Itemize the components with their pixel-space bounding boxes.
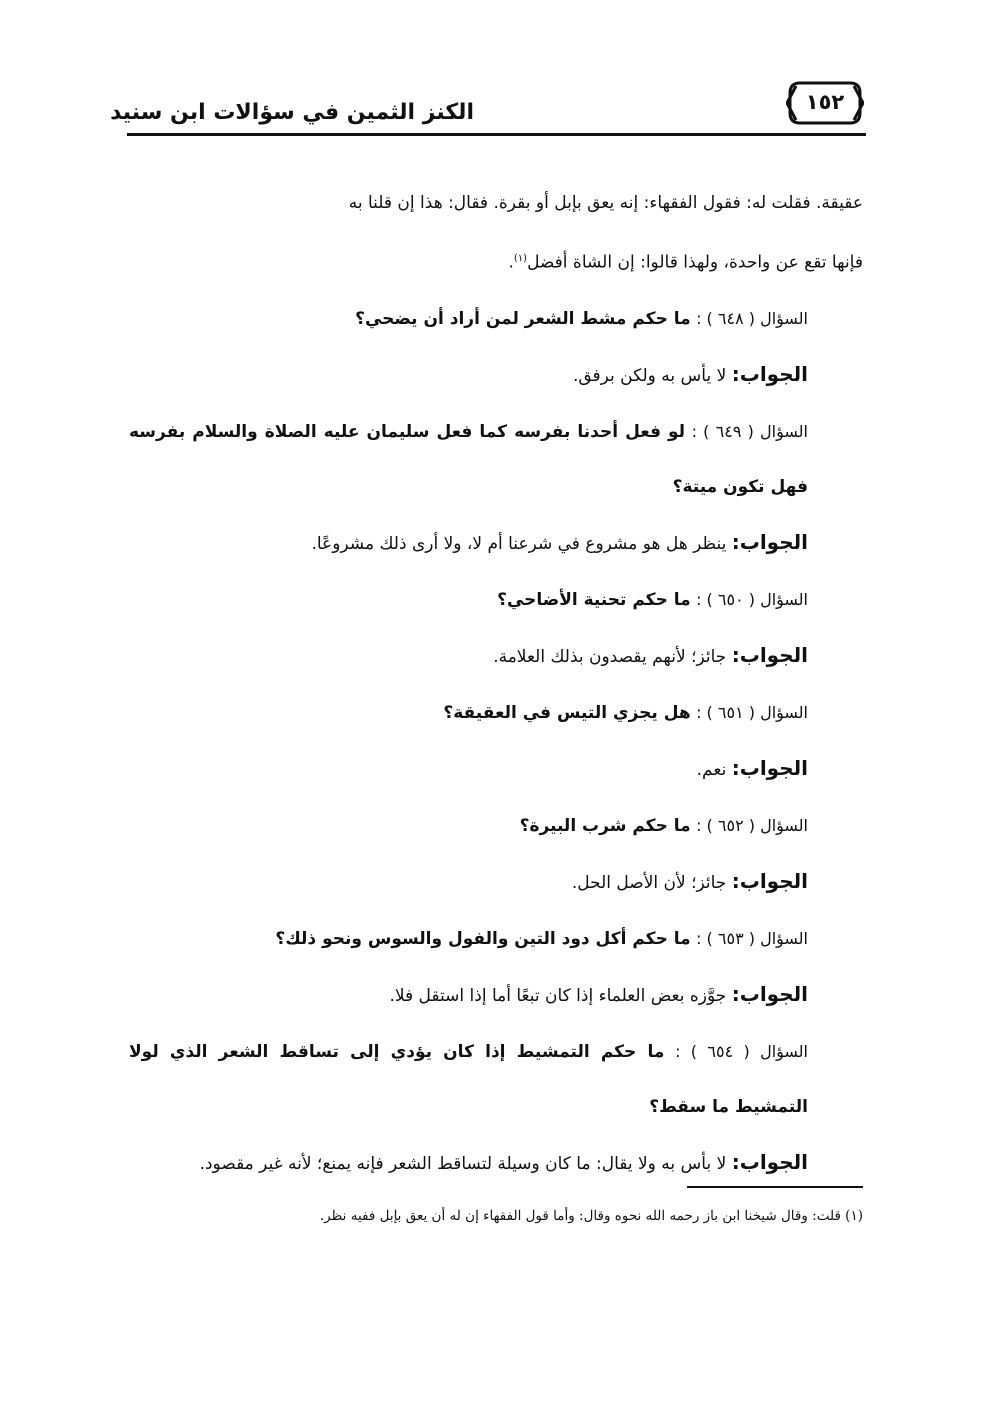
question-654: [129, 1024, 863, 1135]
answer-label: الجواب:: [731, 868, 808, 893]
question-label: السؤال ( ٦٥٣ ) :: [696, 928, 808, 948]
question-649: [129, 404, 863, 515]
question-text: ما حكم تحنية الأضاحي؟: [497, 589, 691, 610]
answer-text: لا بأس به ولا يقال: ما كان وسيلة لتساقط الشعر فإنه يمنع؛ لأنه غير مقصود.: [199, 1153, 727, 1174]
answer-652: [129, 854, 863, 911]
question-648: [129, 291, 863, 347]
book-title: الكنز الثمين في سؤالات ابن سنيد: [110, 100, 474, 125]
question-label: السؤال ( ٦٥٢ ) :: [696, 815, 808, 835]
page-number: ١٥٢: [805, 90, 845, 114]
answer-label: الجواب:: [731, 642, 808, 667]
question-text: هل يجزي التيس في العقيقة؟: [443, 702, 691, 723]
question-text: ما حكم أكل دود التين والفول والسوس ونحو ذلك؟: [275, 928, 691, 949]
page-header: [110, 78, 866, 136]
intro-line-2-end: .: [508, 252, 514, 273]
question-text: ما حكم التمشيط إذا كان يؤدي إلى تساقط الشعر الذي لولا التمشيط ما سقط؟: [129, 1041, 808, 1117]
answer-label: الجواب:: [731, 1149, 808, 1174]
answer-651: [129, 741, 863, 798]
answer-650: [129, 628, 863, 685]
question-label: السؤال ( ٦٤٩ ) :: [691, 421, 808, 441]
intro-line-2: [129, 231, 863, 291]
page-number-frame: [786, 80, 864, 126]
question-text: لو فعل أحدنا بفرسه كما فعل سليمان عليه الصلاة والسلام بفرسه فهل تكون ميتة؟: [129, 421, 808, 497]
answer-654: [129, 1135, 863, 1192]
answer-label: الجواب:: [731, 755, 808, 780]
question-text: ما حكم مشط الشعر لمن أراد أن يضحي؟: [355, 308, 691, 329]
footnote: (١) قلت: وقال شيخنا ابن باز رحمه الله نحوه وقال: وأما قول الفقهاء إن له أن يعق بإبل ففيه نظر.: [319, 1208, 863, 1224]
question-label: السؤال ( ٦٥٤ ) :: [675, 1041, 809, 1061]
answer-649: [129, 515, 863, 572]
page-body: [129, 176, 863, 1192]
answer-648: [129, 347, 863, 404]
intro-line-2-text: فإنها تقع عن واحدة، ولهذا قالوا: إن الشاة أفضل: [527, 252, 863, 273]
intro-line-1: عقيقة. فقلت له: فقول الفقهاء: إنه يعق بإبل أو بقرة. فقال: هذا إن قلنا به: [348, 193, 863, 213]
question-label: السؤال ( ٦٤٨ ) :: [696, 308, 808, 328]
answer-653: [129, 967, 863, 1024]
footnote-divider: [687, 1186, 863, 1188]
question-label: السؤال ( ٦٥١ ) :: [696, 702, 808, 722]
question-653: [129, 911, 863, 967]
header-divider: [127, 133, 866, 136]
question-652: [129, 798, 863, 854]
answer-text: ينظر هل هو مشروع في شرعنا أم لا، ولا أرى ذلك مشروعًا.: [311, 533, 727, 554]
question-text: ما حكم شرب البيرة؟: [519, 815, 691, 836]
answer-text: جوَّزه بعض العلماء إذا كان تبعًا أما إذا استقل فلا.: [389, 985, 727, 1006]
answer-label: الجواب:: [731, 361, 808, 386]
answer-text: جائز؛ لأنهم يقصدون بذلك العلامة.: [493, 646, 727, 667]
answer-text: نعم.: [696, 759, 727, 780]
answer-label: الجواب:: [731, 981, 808, 1006]
answer-text: لا يأس به ولكن برفق.: [572, 365, 727, 386]
question-label: السؤال ( ٦٥٠ ) :: [696, 589, 808, 609]
answer-text: جائز؛ لأن الأصل الحل.: [571, 872, 727, 893]
question-650: [129, 572, 863, 628]
answer-label: الجواب:: [731, 529, 808, 554]
footnote-reference: (١): [513, 253, 528, 264]
question-651: [129, 685, 863, 741]
